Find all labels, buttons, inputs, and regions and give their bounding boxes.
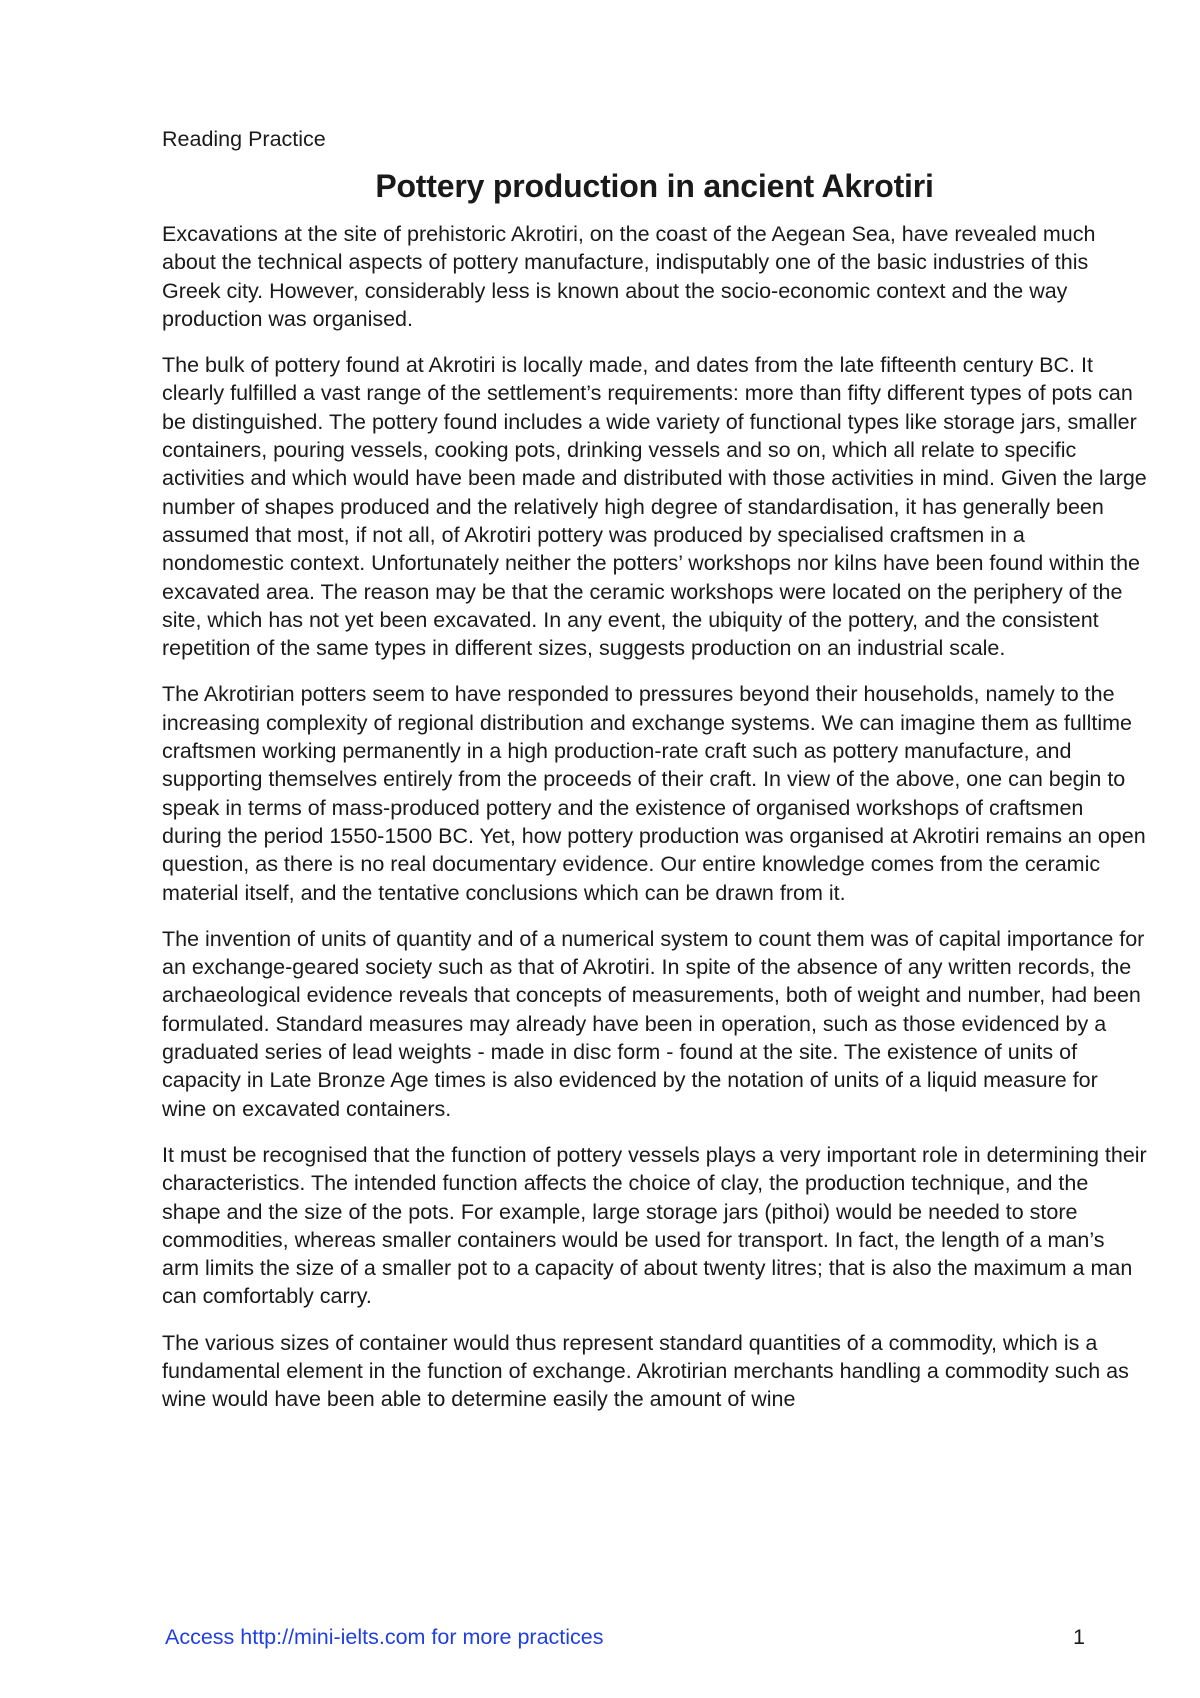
paragraph-5: It must be recognised that the function of pottery vessels plays a very important role in determining their characteristics. The intended function affects the choice of clay, the production technique, and the shape and the size of the pots. For example, large storage jars (pithoi) would be needed to store commodities, whereas smaller containers would be used for transport. In fact, the length of a man’s arm limits the size of a smaller pot to a capacity of about twenty litres; that is also the maximum a man can comfortably carry.: [162, 1142, 1147, 1309]
document-page: [162, 126, 1147, 1432]
paragraph-4: The invention of units of quantity and of a numerical system to count them was of capital importance for an exchange-geared society such as that of Akrotiri. In spite of the absence of any written records, the archaeological evidence reveals that concepts of measurements, both of weight and number, had been formulated. Standard measures may already have been in operation, such as those evidenced by a graduated series of lead weights - made in disc form - found at the site. The existence of units of capacity in Late Bronze Age times is also evidenced by the notation of units of a liquid measure for wine on excavated containers.: [162, 926, 1145, 1121]
paragraph-2: The bulk of pottery found at Akrotiri is locally made, and dates from the late fifteenth century BC. It clearly fulfilled a vast range of the settlement’s requirements: more than fifty different types of pots can be distinguished. The pottery found includes a wide variety of functional types like storage jars, smaller containers, pouring vessels, cooking pots, drinking vessels and so on, which all relate to specific activities and which would have been made and distributed with those activities in mind. Given the large number of shapes produced and the relatively high degree of standardisation, it has generally been assumed that most, if not all, of Akrotiri pottery was produced by specialised craftsmen in a nondomestic context. Unfortunately neither the potters’ workshops nor kilns have been found within the excavated area. The reason may be that the ceramic workshops were located on the periphery of the site, which has not yet been excavated. In any event, the ubiquity of the pottery, and the consistent repetition of the same types in different sizes, suggests production on an industrial scale.: [162, 353, 1147, 661]
paragraph-3: The Akrotirian potters seem to have responded to pressures beyond their households, namely to the increasing complexity of regional distribution and exchange systems. We can imagine them as fulltime craftsmen working permanently in a high production-rate craft such as pottery manufacture, and supporting themselves entirely from the proceeds of their craft. In view of the above, one can begin to speak in terms of mass-produced pottery and the existence of organised workshops of craftsmen during the period 1550-1500 BC. Yet, how pottery production was organised at Akrotiri remains an open question, as there is no real documentary evidence. Our entire knowledge comes from the ceramic material itself, and the tentative conclusions which can be drawn from it.: [162, 682, 1146, 905]
page-footer: [165, 1624, 1085, 1650]
document-title: Pottery production in ancient Akrotiri: [375, 168, 934, 204]
section-label: Reading Practice: [162, 127, 326, 151]
paragraph-1: Excavations at the site of prehistoric Akrotiri, on the coast of the Aegean Sea, have revealed much about the technical aspects of pottery manufacture, indisputably one of the basic industries of this Greek city. However, considerably less is known about the socio-economic context and the way production was organised.: [162, 222, 1096, 331]
footer-link[interactable]: Access http://mini-ielts.com for more practices: [165, 1625, 604, 1649]
paragraph-6: The various sizes of container would thus represent standard quantities of a commodity, which is a fundamental element in the function of exchange. Akrotirian merchants handling a commodity such as wine would have been able to determine easily the amount of wine: [162, 1330, 1129, 1412]
page-number: 1: [1073, 1625, 1085, 1649]
